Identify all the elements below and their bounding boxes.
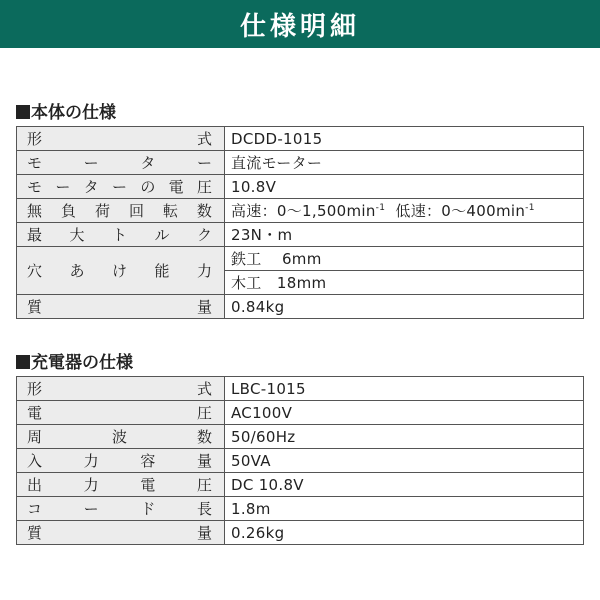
label-char: 形 — [27, 380, 43, 398]
label-char: 出 — [27, 476, 43, 494]
table-row — [17, 247, 584, 271]
label-char: 量 — [196, 298, 212, 316]
table-row — [17, 151, 584, 175]
spec-label — [17, 127, 225, 151]
label-char: 能 — [154, 262, 170, 280]
spec-label — [17, 425, 225, 449]
label-char: 回 — [128, 202, 144, 220]
label-char: 力 — [83, 476, 99, 494]
spec-value: DC 10.8V — [225, 473, 584, 497]
label-char: 質 — [27, 298, 43, 316]
label-char: 力 — [83, 452, 99, 470]
spec-value: AC100V — [225, 401, 584, 425]
label-char: 穴 — [27, 262, 43, 280]
label-char: の — [140, 178, 156, 196]
label-char: 量 — [196, 452, 212, 470]
label-char: 量 — [196, 524, 212, 542]
page-title: 仕様明細 — [239, 11, 360, 42]
page-banner — [0, 0, 600, 48]
spec-label — [17, 223, 225, 247]
spec-value: 1.8m — [225, 497, 584, 521]
table-row — [17, 401, 584, 425]
label-char: 入 — [27, 452, 43, 470]
spec-value: LBC-1015 — [225, 377, 584, 401]
spec-label — [17, 473, 225, 497]
square-bullet-icon — [16, 105, 30, 119]
label-char: ル — [154, 226, 170, 244]
label-char: ー — [83, 154, 99, 172]
label-char: 電 — [27, 404, 43, 422]
spec-value: 鉄工 6mm — [225, 247, 584, 271]
spec-value: 木工 18mm — [225, 271, 584, 295]
table-row — [17, 497, 584, 521]
label-char: 長 — [196, 500, 212, 518]
label-char: 圧 — [196, 404, 212, 422]
charger-spec-heading: 充電器の仕様 — [16, 348, 133, 373]
table-row — [17, 449, 584, 473]
label-char: ク — [196, 226, 212, 244]
label-char: 波 — [111, 428, 127, 446]
spec-label — [17, 199, 225, 223]
label-char: 容 — [140, 452, 156, 470]
label-char: け — [111, 262, 127, 280]
label-char: ー — [196, 154, 212, 172]
body-spec-table — [16, 126, 584, 319]
table-row — [17, 425, 584, 449]
spec-value: 50/60Hz — [225, 425, 584, 449]
label-char: 無 — [27, 202, 43, 220]
table-row — [17, 223, 584, 247]
table-row — [17, 521, 584, 545]
square-bullet-icon — [16, 355, 30, 369]
spec-value: 50VA — [225, 449, 584, 473]
spec-label — [17, 295, 225, 319]
label-char: ト — [111, 226, 127, 244]
spec-label — [17, 449, 225, 473]
spec-label — [17, 151, 225, 175]
body-spec-heading: 本体の仕様 — [16, 98, 116, 123]
label-char: 周 — [27, 428, 43, 446]
label-char: ド — [140, 500, 156, 518]
label-char: 転 — [162, 202, 178, 220]
label-char: 圧 — [196, 178, 212, 196]
label-char: あ — [69, 262, 85, 280]
label-char: 電 — [140, 476, 156, 494]
label-char: 数 — [196, 428, 212, 446]
label-char: ー — [83, 500, 99, 518]
spec-value: 23N・m — [225, 223, 584, 247]
spec-value: 0.26kg — [225, 521, 584, 545]
label-char: 式 — [196, 130, 212, 148]
spec-label — [17, 377, 225, 401]
label-char: 圧 — [196, 476, 212, 494]
spec-label — [17, 175, 225, 199]
label-char: ー — [111, 178, 127, 196]
label-char: ー — [55, 178, 71, 196]
spec-label — [17, 497, 225, 521]
label-char: タ — [83, 178, 99, 196]
spec-value: 0.84kg — [225, 295, 584, 319]
label-char: 最 — [27, 226, 43, 244]
label-char: 式 — [196, 380, 212, 398]
spec-label — [17, 401, 225, 425]
label-char: 数 — [196, 202, 212, 220]
label-char: 電 — [168, 178, 184, 196]
table-row — [17, 127, 584, 151]
spec-value: 10.8V — [225, 175, 584, 199]
charger-spec-table — [16, 376, 584, 545]
table-row — [17, 175, 584, 199]
label-char: 荷 — [94, 202, 110, 220]
label-char: 力 — [196, 262, 212, 280]
spec-value: DCDD-1015 — [225, 127, 584, 151]
table-row — [17, 377, 584, 401]
label-char: タ — [140, 154, 156, 172]
spec-label — [17, 247, 225, 295]
label-char: 大 — [69, 226, 85, 244]
label-char: 負 — [60, 202, 76, 220]
table-row — [17, 473, 584, 497]
label-char: 質 — [27, 524, 43, 542]
spec-value: 高速：$0\sim 1,500\min^{-1}$ 低速：$0\sim 400\min^{-1}$ — [225, 199, 584, 223]
label-char: コ — [27, 500, 43, 518]
table-row — [17, 199, 584, 223]
spec-label — [17, 521, 225, 545]
label-char: モ — [27, 154, 43, 172]
table-row — [17, 295, 584, 319]
label-char: モ — [27, 178, 43, 196]
label-char: 形 — [27, 130, 43, 148]
spec-value: 直流モーター — [225, 151, 584, 175]
